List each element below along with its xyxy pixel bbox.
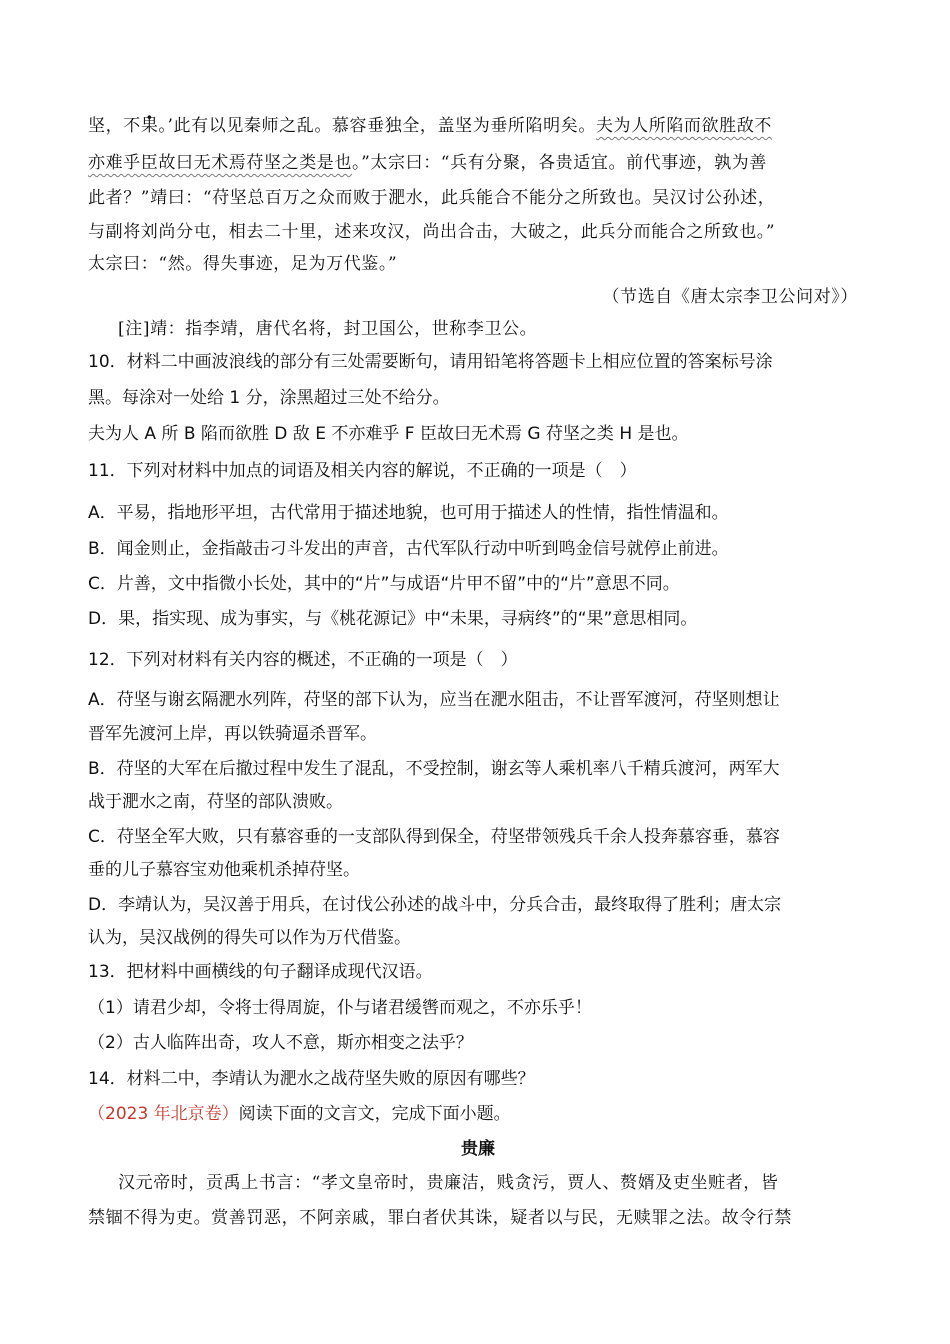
passage-source: （节选自《唐太宗李卫公问对》） (602, 287, 858, 307)
question-12-stem: 12．下列对材料有关内容的概述，不正确的一项是（ ） (88, 650, 518, 670)
wavy-underlined-text: 夫为人所陷而欲胜敌不 (595, 116, 772, 136)
question-12-option-c-line-2: 垂的儿子慕容宝劝他乘机杀掉苻坚。 (88, 860, 360, 880)
question-11-option-d: D．果，指实现、成为事实，与《桃花源记》中“未果，寻病终”的“果”意思相同。 (88, 609, 698, 629)
question-12-option-c-line-1: C．苻坚全军大败，只有慕容垂的一支部队得到保全，苻坚带领残兵千余人投奔慕容垂，慕容 (88, 827, 780, 847)
question-12-option-d-line-2: 认为，吴汉战例的得失可以作为万代借鉴。 (88, 928, 411, 948)
passage-line-3: 此者？”靖曰：“苻坚总百万之众而败于淝水，此兵能合不能分之所致也。吴汉讨公孙述， (88, 188, 776, 208)
question-12-option-d-line-1: D．李靖认为，吴汉善于用兵，在讨伐公孙述的战斗中，分兵合击，最终取得了胜利；唐太宗 (88, 895, 782, 915)
passage-note: [注]靖：指李靖，唐代名将，封卫国公，世称李卫公。 (118, 319, 538, 339)
question-11-option-b: B．闻金则止，金指敲击刁斗发出的声音，古代军队行动中听到鸣金信号就停止前进。 (88, 539, 729, 559)
question-14-stem: 14．材料二中，李靖认为淝水之战苻坚失败的原因有哪些？ (88, 1069, 535, 1089)
question-12-option-b-line-2: 战于淝水之南，苻坚的部队溃败。 (88, 792, 343, 812)
question-13-sentence-1: （1）请君少却，令将士得周旋，仆与诸君缓辔而观之，不亦乐乎！ (88, 998, 592, 1018)
question-11-option-a: A．平易，指地形平坦，古代常用于描述地貌，也可用于描述人的性情，指性情温和。 (88, 503, 729, 523)
question-10-options: 夫为人 A 所 B 陷而欲胜 D 敌 E 不亦难乎 F 臣故曰无术焉 G 苻坚之类 H 是也。 (88, 424, 689, 444)
question-10-line-2: 黑。每涂对一处给 1 分，涂黑超过三处不给分。 (88, 388, 450, 408)
passage-line-1: 坚，不果。’此有以见秦师之乱。慕容垂独全，盖坚为垂所陷明矣。夫为人所陷而欲胜敌不 (88, 116, 772, 136)
question-12-option-a-line-1: A．苻坚与谢玄隔淝水列阵，苻坚的部下认为，应当在淝水阻击，不让晋军渡河，苻坚则想让 (88, 690, 780, 710)
passage-line-4: 与副将刘尚分屯，相去二十里，述来攻汉，尚出合击，大破之，此兵分而能合之所致也。” (88, 222, 776, 242)
question-12-option-b-line-1: B．苻坚的大军在后撤过程中发生了混乱，不受控制，谢玄等人乘机率八千精兵渡河，两军大 (88, 759, 780, 779)
question-10-line-1: 10．材料二中画波浪线的部分有三处需要断句，请用铅笔将答题卡上相应位置的答案标号涂 (88, 352, 773, 372)
question-11-option-c: C．片善，文中指微小长处，其中的“片”与成语“片甲不留”中的“片”意思不同。 (88, 574, 680, 594)
next-section-heading: （2023 年北京卷）阅读下面的文言文，完成下面小题。 (88, 1104, 511, 1124)
passage-title: 贵廉 (461, 1139, 495, 1159)
emphasis-dot-char: 果 (140, 116, 159, 136)
passage-line-5: 太宗曰：“然。得失事迹，足为万代鉴。” (88, 254, 398, 274)
question-13-sentence-2: （2）古人临阵出奇，攻人不意，斯亦相变之法乎？ (88, 1033, 473, 1053)
wavy-underlined-text: 亦难乎臣故曰无术焉苻坚之类是也 (88, 153, 352, 173)
passage-line-2: 亦难乎臣故曰无术焉苻坚之类是也。”太宗曰：“兵有分聚，各贵适宜。前代事迹，孰为善 (88, 153, 767, 173)
exam-source-tag: （2023 年北京卷） (88, 1104, 239, 1124)
question-12-option-a-line-2: 晋军先渡河上岸，再以铁骑逼杀晋军。 (88, 724, 377, 744)
question-13-stem: 13．把材料中画横线的句子翻译成现代汉语。 (88, 962, 433, 982)
question-11-stem: 11．下列对材料中加点的词语及相关内容的解说，不正确的一项是（ ） (88, 461, 637, 481)
passage-2-line-1: 汉元帝时，贡禹上书言：“孝文皇帝时，贵廉洁，贱贪污，贾人、赘婿及吏坐赃者，皆 (118, 1173, 779, 1193)
passage-2-line-2: 禁锢不得为吏。赏善罚恶，不阿亲戚，罪白者伏其诛，疑者以与民，无赎罪之法。故令行禁 (88, 1208, 792, 1228)
